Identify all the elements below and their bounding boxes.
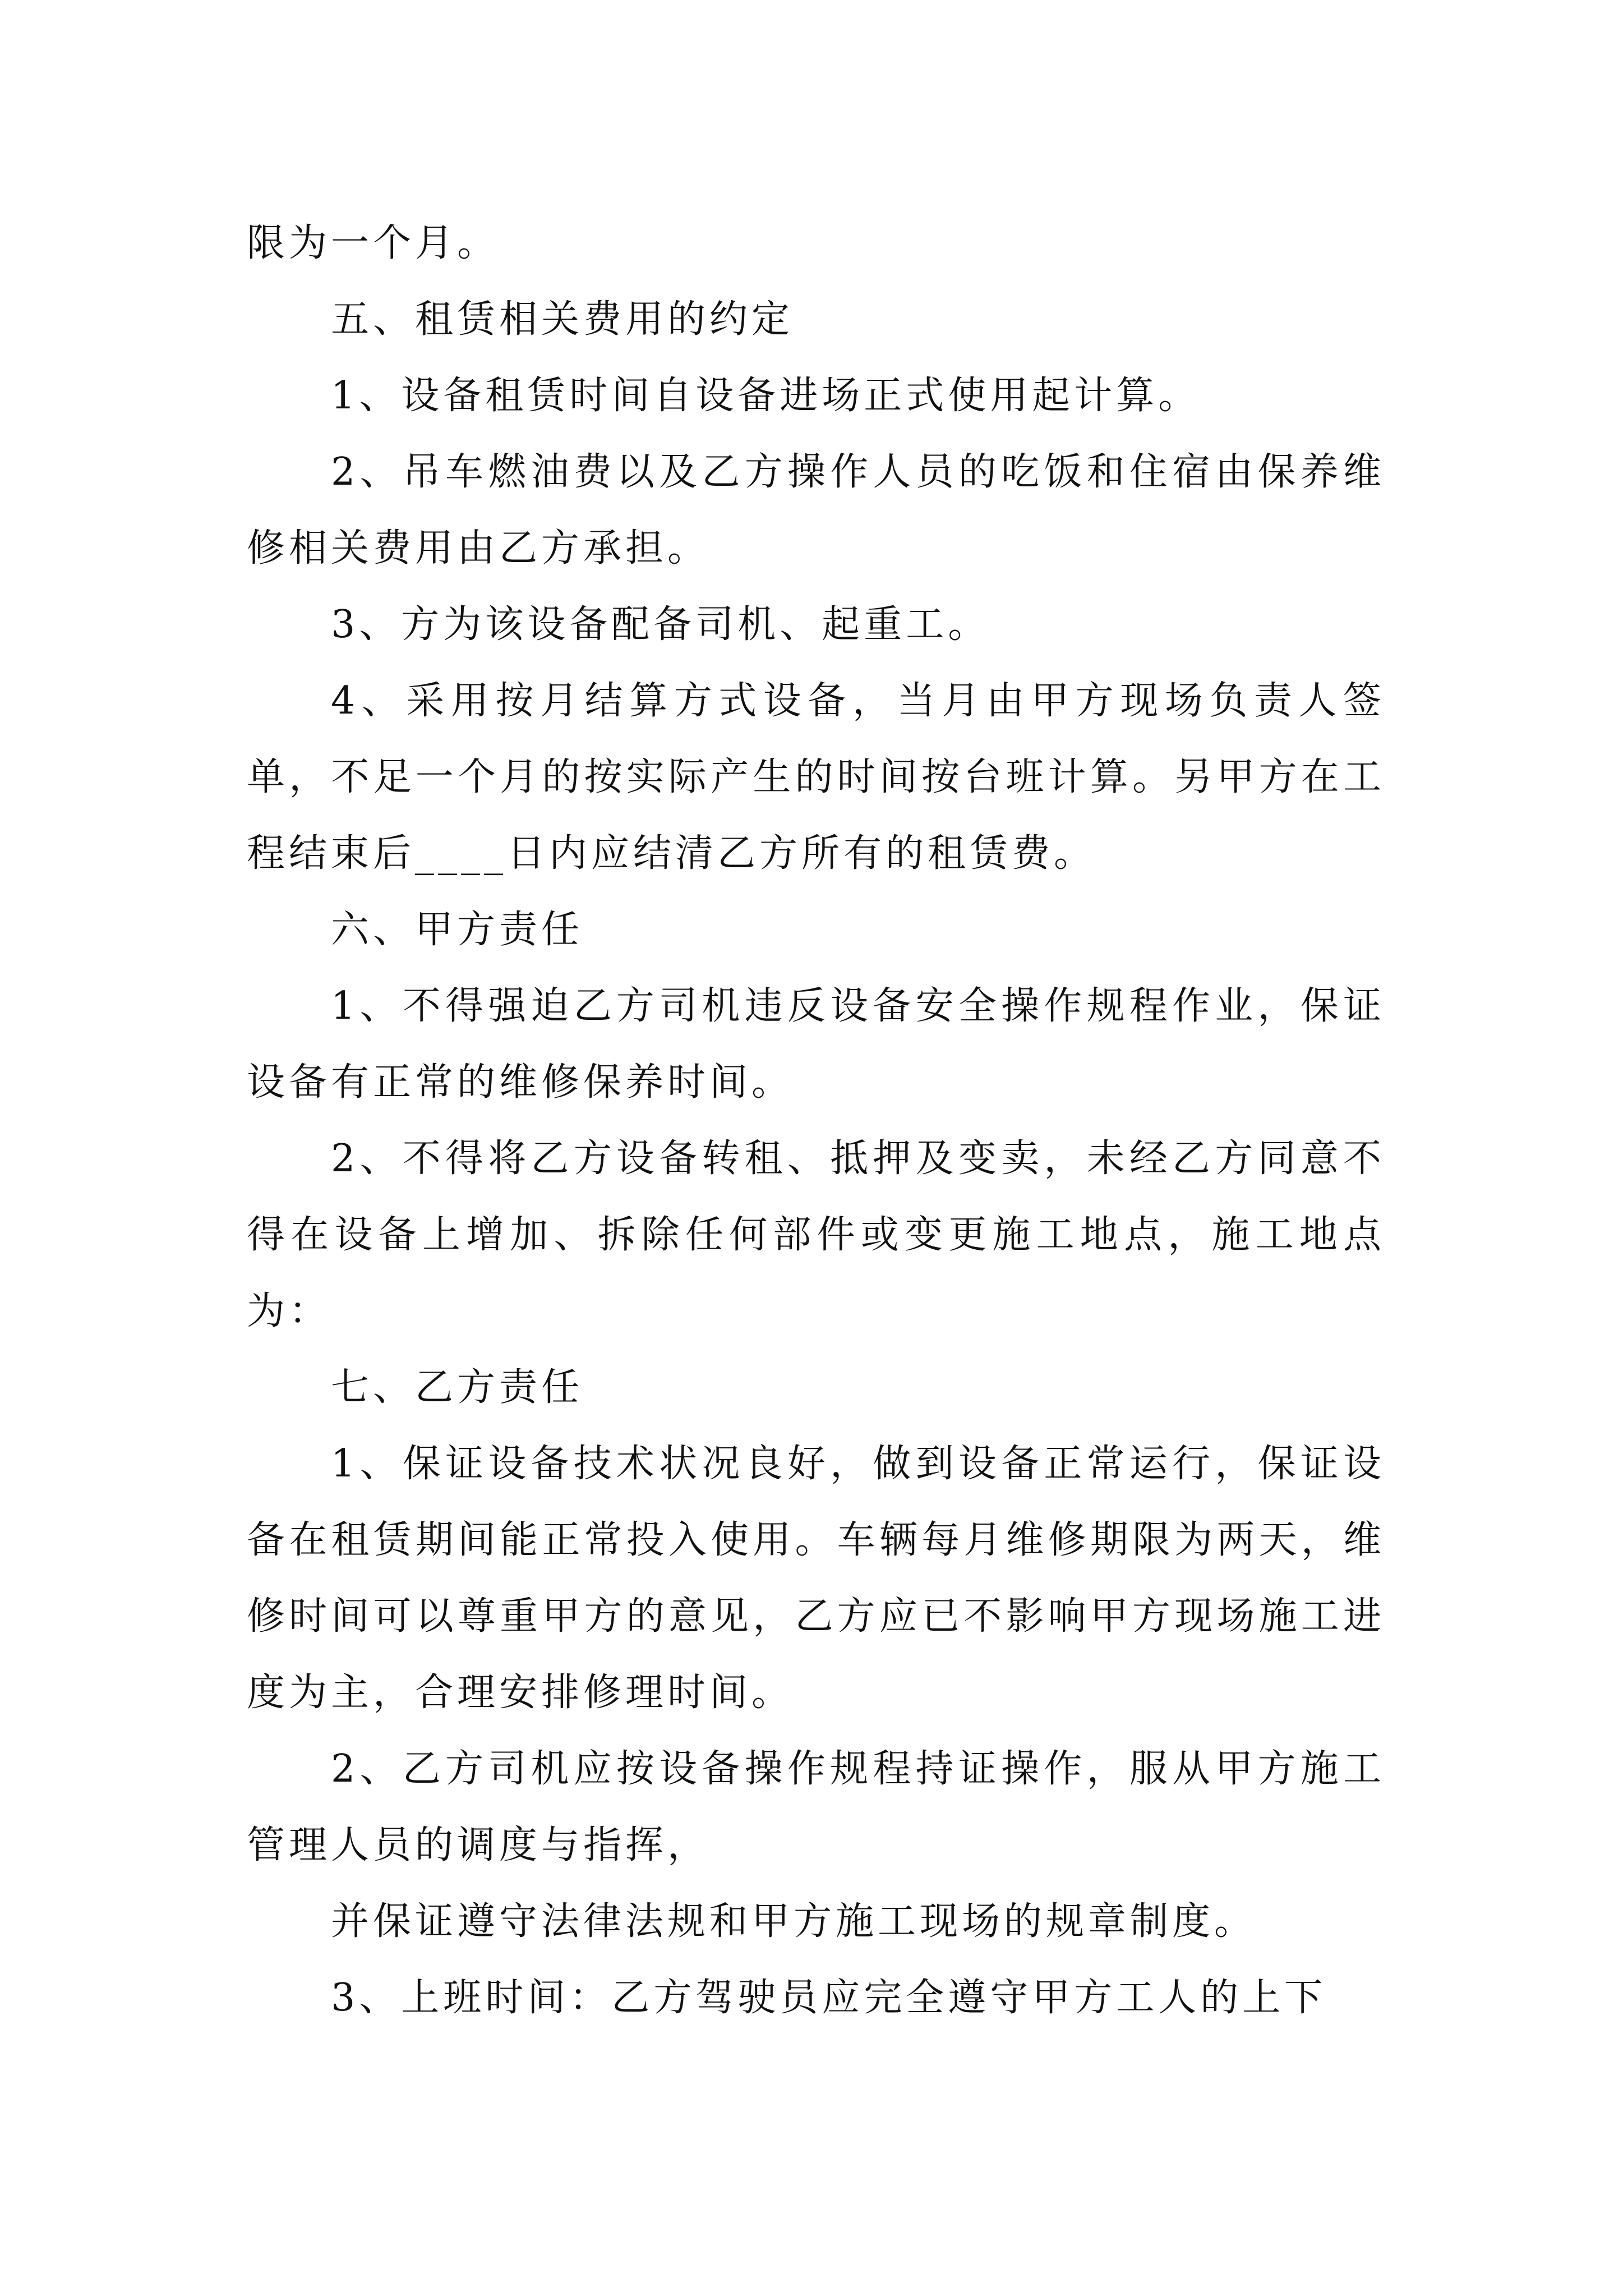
contract-body-text <box>247 205 1385 2036</box>
clause-party-b-maintenance: 1、保证设备技术状况良好，做到设备正常运行，保证设备在租赁期间能正常投入使用。车辆每月维修期限为两天，维修时间可以尊重甲方的意见，乙方应已不影响甲方现场施工进度为主，合理安排修理时间。 <box>247 1442 1385 1715</box>
clause-monthly-settlement: 4、采用按月结算方式设备，当月由甲方现场负责人签单，不足一个月的按实际产生的时间按台班计算。另甲方在工程结束后____日内应结清乙方所有的租赁费。 <box>247 679 1385 876</box>
clause-fuel-costs: 2、吊车燃油费以及乙方操作人员的吃饭和住宿由保养维修相关费用由乙方承担。 <box>247 450 1385 570</box>
section-heading-fees: 五、租赁相关费用的约定 <box>331 297 794 342</box>
section-heading-party-b: 七、乙方责任 <box>331 1365 584 1410</box>
clause-driver-staffing: 3、方为该设备配备司机、起重工。 <box>331 602 990 647</box>
paragraph-continuation: 限为一个月。 <box>247 221 500 265</box>
clause-party-a-safety: 1、不得强迫乙方司机违反设备安全操作规程作业，保证设备有正常的维修保养时间。 <box>247 984 1385 1105</box>
clause-party-b-compliance: 并保证遵守法律法规和甲方施工现场的规章制度。 <box>331 1899 1257 1944</box>
section-heading-party-a: 六、甲方责任 <box>331 908 584 952</box>
clause-rental-time: 1、设备租赁时间自设备进场正式使用起计算。 <box>331 374 1201 418</box>
clause-party-a-no-sublease: 2、不得将乙方设备转租、抵押及变卖，未经乙方同意不得在设备上增加、拆除任何部件或变更施工地点，施工地点为： <box>247 1137 1385 1333</box>
clause-working-hours: 3、上班时间：乙方驾驶员应完全遵守甲方工人的上下 <box>331 1976 1327 2020</box>
clause-party-b-operation: 2、乙方司机应按设备操作规程持证操作，服从甲方施工管理人员的调度与指挥， <box>247 1747 1385 1867</box>
